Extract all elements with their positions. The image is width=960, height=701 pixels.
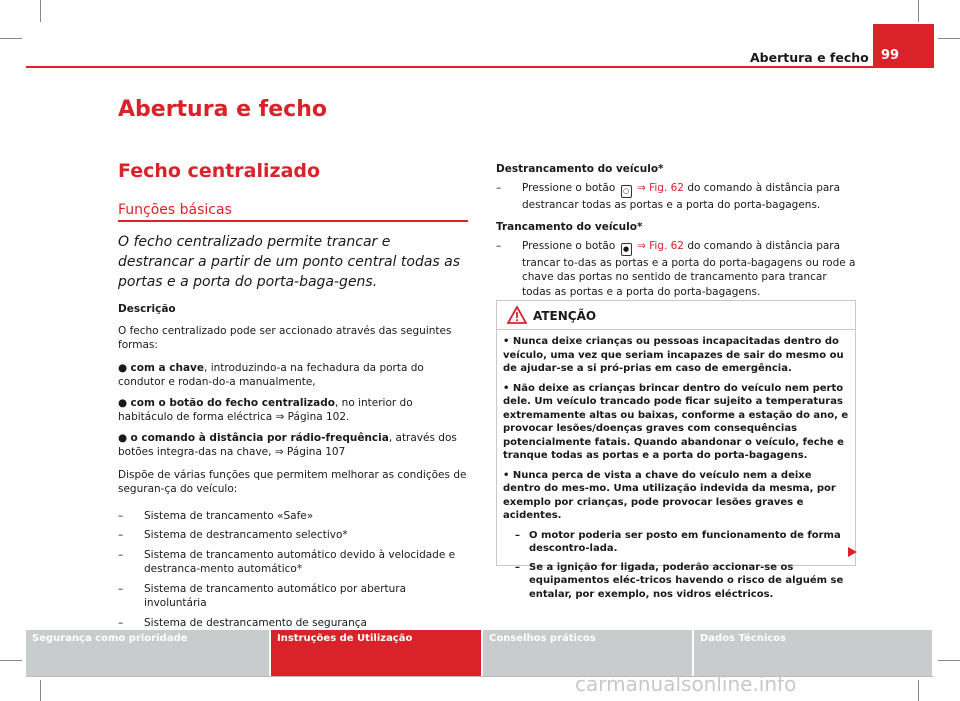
tab-dados-tecnicos[interactable]: Dados Técnicos — [694, 630, 932, 676]
crop-mark — [938, 38, 960, 39]
bullet-bold: com a chave — [130, 361, 205, 374]
bullet-text: , introduzindo-a na fechadura da porta do condutor e rodan-do-a manualmente, — [118, 361, 424, 388]
watermark: carmanualsonline.info — [575, 672, 797, 696]
list-item: – Sistema de destrancamento selectivo* — [118, 529, 348, 541]
list-item: – Sistema de trancamento automático devido à velocidade e destranca-mento automático* — [118, 548, 468, 577]
list-item: ● com o botão do fecho centralizado, no interior do habitáculo de forma eléctrica ⇒ Página 102. — [118, 396, 413, 423]
continue-arrow-icon — [848, 547, 857, 557]
list-item: – Pressione o botão ● ⇒ Fig. 62 do comando à distância para trancar to-das as portas e a porta do porta-bagagens ou rode a chave das portas no sentido de trancamento para trancar todas as portas e a porta do porta-bagagens. — [496, 239, 856, 298]
crop-mark — [938, 660, 960, 661]
crop-mark — [0, 660, 22, 661]
intro-text: O fecho centralizado permite trancar e destrancar a partir de um ponto central todas as portas e a porta do porta-baga-gens. — [118, 234, 461, 290]
function-item: Sistema de destrancamento de segurança — [144, 616, 367, 629]
unlock-heading: Destrancamento do veículo* — [496, 163, 664, 175]
list-item: – Sistema de trancamento «Safe» — [118, 509, 314, 522]
chapter-title: Abertura e fecho — [118, 97, 327, 122]
list-item: – O motor poderia ser posto em funcionamento de forma descontro-lada. — [515, 529, 841, 554]
locked-padlock-icon: ● — [621, 243, 632, 256]
footer-rule — [26, 676, 934, 677]
functions-intro: Dispõe de várias funções que permitem melhorar as condições de seguran-ça do veículo: — [118, 468, 467, 495]
list-item: ● o comando à distância por rádio-frequência, através dos botões integra-das na chave, ⇒ Página 107 — [118, 431, 457, 458]
crop-mark — [0, 38, 22, 39]
subsection-rule — [118, 220, 468, 222]
crop-mark — [40, 680, 41, 701]
list-item: ● com a chave, introduzindo-a na fechadura da porta do condutor e rodan-do-a manualmente, — [118, 361, 424, 388]
bullet-text: , através dos botões integra-das na chave, ⇒ Página 107 — [118, 431, 457, 458]
bullet-text: , no interior do habitáculo de forma eléctrica ⇒ Página 102. — [118, 396, 413, 423]
section-title: Fecho centralizado — [118, 160, 321, 182]
subsection-title: Funções básicas — [118, 202, 232, 218]
warning-box — [496, 300, 856, 600]
descricao-heading: Descrição — [118, 303, 176, 315]
bullet-bold: com o botão do fecho centralizado — [130, 396, 335, 409]
tab-instrucoes[interactable]: Instruções de Utilização — [271, 630, 481, 676]
section-nav-bar — [26, 630, 934, 676]
crop-mark — [918, 680, 919, 701]
list-item: – Sistema de destrancamento de segurança — [118, 616, 367, 629]
function-item: Sistema de trancamento «Safe» — [144, 509, 314, 522]
warning-title: ATENÇÃO — [533, 309, 597, 323]
warning-body — [503, 335, 849, 606]
function-item: Sistema de trancamento automático por abertura involuntária — [144, 582, 407, 609]
left-column — [118, 232, 468, 635]
list-item: • Nunca deixe crianças ou pessoas incapacitadas dentro do veículo, uma vez que seriam incapazes de sair do mesmo ou de ajudar-se a si pró-prias em caso de emergência. — [503, 336, 844, 374]
descricao-text: O fecho centralizado pode ser accionado através das seguintes formas: — [118, 324, 452, 351]
page-number: 99 — [881, 48, 900, 63]
figure-link[interactable]: ⇒ Fig. 62 — [636, 239, 684, 252]
crop-mark — [40, 0, 41, 22]
header-rule — [26, 66, 934, 68]
warning-triangle-icon — [507, 306, 527, 324]
list-item: – Pressione o botão ○ ⇒ Fig. 62 do comando à distância para destrancar todas as portas e a porta do porta-bagagens. — [496, 181, 841, 211]
bullet-bold: o comando à distância por rádio-frequência — [130, 431, 389, 444]
list-item: – Se a ignição for ligada, poderão accionar-se os equipamentos eléc-tricos havendo o risco de alguém se entalar, por exemplo, nos vidros eléctricos. — [515, 561, 844, 600]
warning-header — [497, 301, 855, 330]
crop-mark — [918, 0, 919, 22]
lock-heading: Trancamento do veículo* — [496, 221, 643, 233]
unlocked-padlock-icon: ○ — [621, 185, 632, 198]
function-item: Sistema de destrancamento selectivo* — [144, 529, 348, 541]
list-item: • Nunca perca de vista a chave do veículo nem a deixe dentro do mes-mo. Uma utilização indevida da mesma, por exemplo por crianças, pode provocar lesões graves e acidentes. — [503, 469, 836, 521]
tab-seguranca[interactable]: Segurança como prioridade — [26, 630, 269, 676]
list-item: – Sistema de trancamento automático por abertura involuntária — [118, 582, 468, 611]
tab-conselhos[interactable]: Conselhos práticos — [483, 630, 692, 676]
right-column — [496, 162, 856, 304]
figure-link[interactable]: ⇒ Fig. 62 — [636, 181, 684, 194]
function-item: Sistema de trancamento automático devido à velocidade e destranca-mento automático* — [144, 548, 456, 575]
running-header: Abertura e fecho — [750, 50, 869, 65]
list-item: • Não deixe as crianças brincar dentro do veículo nem perto dele. Um veículo trancado pode ficar sujeito a temperaturas extremamente altas ou baixas, conforme a estação do ano, e provocar lesões/doenças graves com consequências potencialmente fatais. Quando abandonar o veículo, feche e tranque todas as portas e a porta do porta-bagagens. — [503, 382, 849, 461]
